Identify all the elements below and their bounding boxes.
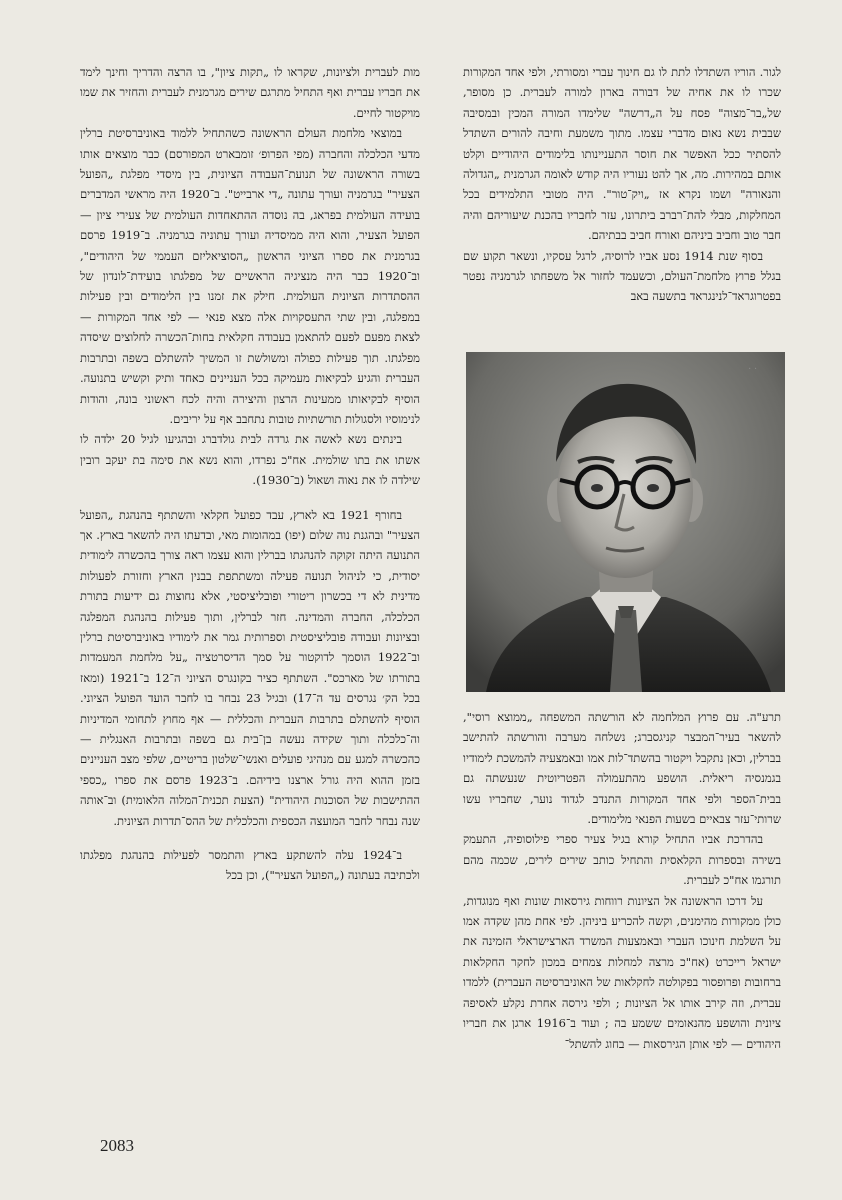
paragraph: בינתים נשא לאשה את גרדה לבית גולדברג ובהגיעו לגיל 20 ילדה לו אשתו את בתו שולמית. אח"כ נפרדו, והוא נשא את סימה בת יעקב רובין שילדה לו את נאוה ושאול (ב־1930). [80,432,420,488]
paragraph: תרע"ה. עם פרוץ המלחמה לא הורשתה המשפחה „ממוצא רוסי", להשאר בעיר־המבצר קניגסברג; נשלחה מערבה והורשתה להתישב בברלין, וכאן נתקבל ויקטור בהשתד־לות אמו ובאמצעיה להמשכת לימודיו בגמנסיה ריאלית. הושפע מהתעמולה הפטריוטית שנעשתה גם בבית־הספר ולפי אחד המקורות התנדב לגדוד נוער, שחבריו עשו שרותי־עזר צבאיים בשעות הפנאי מלימודים. [463,710,781,827]
paragraph: מות לעברית ולציונות, שקראו לו „תקות ציון", בו הרצה והדריך וחינך לימד את חבריו עברית ואף התחיל מתרגם שירים מגרמנית לעברית והחזיר את שמו מויקטור לחיים. [80,65,420,120]
portrait-illustration [466,352,785,692]
text-column-right-bottom [463,707,781,1054]
paragraph: על דרכו הראשונה אל הציונות רווחות גירסאות שונות ואף מנוגדות, כולן ממקורות מהימנים, וקשה להכריע ביניהן. לפי אחת מהן שקדה אמו על השלמת חינוכו העברי ובאמצעות המשרד הארצישראלי הזמינה את ישראל רייכרט (אח"כ מרצה למחלות צמחים במכון לחקר החקלאות ברחובות ופרופסור בפקולטה לחקלאות של האוניברסיטה העברית) ללמדו עברית, וזה קירב אותו אל הציונות ; ולפי גירסה אחרת נקלע לאסיפה ציונית והושפע מהנאומים ששמע בה ; ועוד ב־1916 ארגן את חבריו היהודים — לפי אותן הגירסאות — בחוג להשתל־ [463,893,781,1051]
paragraph: ב־1924 עלה להשתקע בארץ והתמסר לפעילות בהנהגת מפלגתו ולכתיבה בעתונה („הפועל הצעיר"), וכן בכל [80,848,420,883]
paragraph: בסוף שנת 1914 נסע אביו לרוסיה, לרגל עסקיו, ונשאר תקוע שם בגלל פרוץ מלחמת־העולם, וכשעמד לחזור אל משפחתו לגרמניה נפטר בפטרוגראד־לנינגראד בתשעה באב [463,248,781,304]
text-column-right-top [463,62,781,307]
print-marks: · · [748,364,758,375]
paragraph: לגור. הוריו השתדלו לתת לו גם חינוך עברי ומסורתי, ולפי אחד המקורות שכרו לו את אחיה של דבורה בארון למורה לעברית. כן מסופר, של„בר־מצוה" פסח על ה„דרשה" שלימדו המורה המכין ובמסיבה שבבית נשא נאום מדברי עצמו. מתוך משמעת וחיבה להורים השתדל להסתיר ככל האפשר את חוסר התעניינותו בלימודים היהודיים וקלט אותם במהירות. מה, אך להט נעוריו היה קודש לאומה הגרמנית „הגדולה והנאורה" ושמו נקרא אז „ויק־טור". היה מטובי התלמידים בכל המחלקות, מבלי להת־רברב ביתרונו, עזר לחבריו בהכנת שיעוריהם והיה חבר טוב וחביב ביניהם ואורח חביב בבתיהם. [463,65,781,243]
paragraph: בהדרכת אביו התחיל קורא בגיל צעיר ספרי פילוסופיה, התעמק בשירה ובספרות הקלאסית והתחיל כותב שירים לירים, שכמה מהם תורגמו אח"כ לעברית. [463,832,781,888]
paragraph: בחורף 1921 בא לארץ, עבד כפועל חקלאי והשתתף בהנהגת „הפועל הצעיר" ובהגנת נוה שלום (יפו) במהומות מאי, ובדעתו היה להשאר בארץ. אך התנועה היתה זקוקה להנהגתו בברלין והוא עצמו ראה צורך בהכשרה לימודית יסודית, כי לניהול תנועה פעילה ומשתתפת בבנין הארץ וחזורת לפעולות מדינית לא די בכשרון ריטורי ופובליציסטי, אלא נחוצות גם ידיעות בתורת הכלכלה, החברה והמדינה. חזר לברלין, ותוך פעילות בהנהגת המפלגה ובציונות ועבודה פובליציסטית וספרותית גמר את לימודיו באוניברסיטת ברלין וב־1922 הוסמך לדוקטור על סמך הדיסרטציה „על מלחמת המעמדות בתורתו של מארכס". השתתף כציר בקונגרס הציוני ה־12 ב־1921 (ומאז בכל הק׳ נגרסים עד ה־17) ובגיל 23 נבחר בו לחבר הועד הפועל הציוני. הוסיף להשתלם בתרבות העברית והכללית — אף מחוץ לתחומי המדיניות וה־כלכלה ותוך שקידה נעשה בן־בית גם בשפה ובתרבות האנגלית — כהכשרה למגע עם מנהיגי פועלים ואנשי־שלטון בריטיים, שלפי מצב העניינים בזמן ההוא היה גורל ארצנו בידיהם. ב־1923 פרסם את ספרו „כספי ההתישבות של הסוכנות היהודית" (הצעת תכנית־המלוה הלאומית) וב־אותה שנה נבחר לחבר המועצה הכספית והכלכלית של ההס־תדרות הציונית. [80,507,420,828]
text-column-left [80,62,420,886]
portrait-photo [466,352,785,692]
paragraph: במוצאי מלחמת העולם הראשונה כשהתחיל ללמוד באוניברסיטת ברלין מדעי הכלכלה והחברה (מפי הפרופ׳ זומבארט המפורסם) כבר מוצאים אותו בשורה הראשונה של תנועת־העבודה הציונית, בין מיסדי מפלגת „הפועל הצעיר" בגרמניה ועורך עתונה „די ארבייט". ב־1920 היה מראשי המדברים בועידה העולמית בפראג, בה נוסדה ההתאחדות העולמית של צעירי ציון — הפועל הצעיר, והוא היה ממיסדיה ועורך עתוניה בגרמניה. ב־1919 פרסם בגרמנית את ספרו הציוני הראשון „הסוציאליזם העממי של היהודים", וב־1920 כבר היה מנציגיה הראשיים של מפלגתו בועידת־לונדון של ההסתדרות הציונית העולמית. חילק את זמנו בין הלימודים ובין פעילות במפלגה, ובין שתי התעסקויות אלה מצא פנאי — לפי אחד המקורות — לצאת מפעם לפעם להתאמן בעבודה חקלאית בחות־הכשרה לחלוצים שיסדה מפלגתו. תוך פעילות כפולה ומשולשת זו המשיך להשתלם בשפה ובתרבות העברית והגיע לבקיאות מעמיקה בכל העניינים כאחד ותיק וקשיש בתנועה. הוסיף לבקיאותו ממעינות הרצון והיצירה והיה לכח ראשוני בונה, והודות לנימוסיו ולסגולות תורשתיות טובות נתחבב אף על יריבים. [80,126,420,426]
page-number: 2083 [100,1136,134,1155]
